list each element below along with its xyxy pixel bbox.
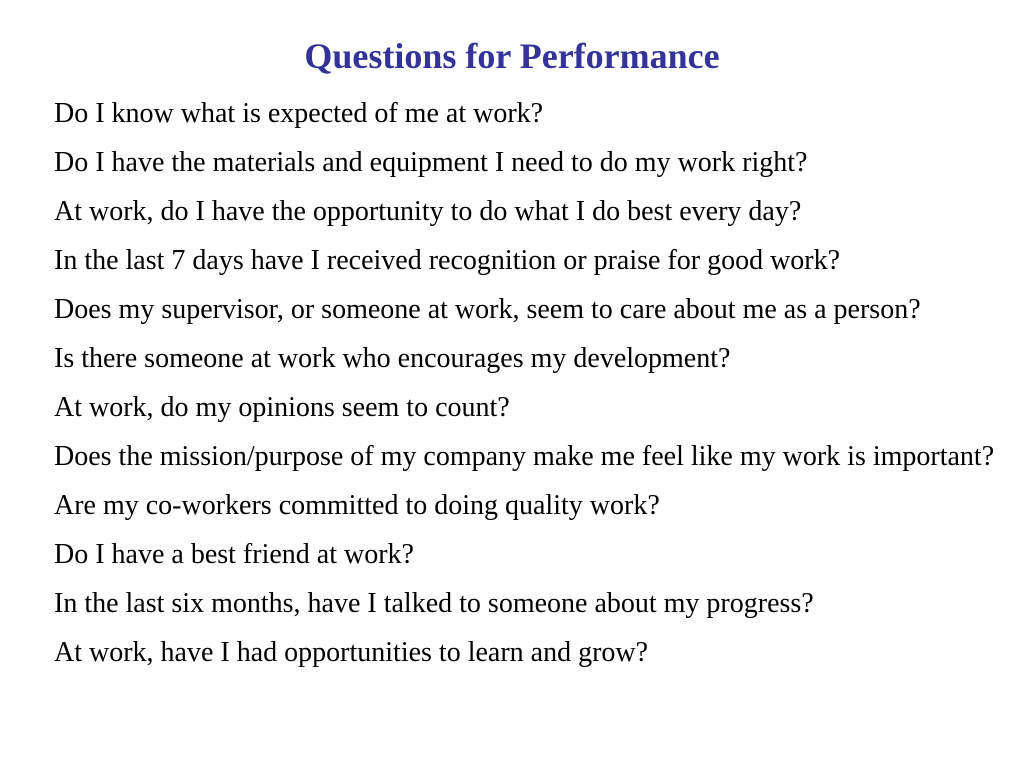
question-list: [54, 98, 1009, 668]
question-item: Does my supervisor, or someone at work, seem to care about me as a person?: [54, 294, 921, 325]
question-item: Do I have the materials and equipment I need to do my work right?: [54, 147, 808, 178]
question-item: At work, do my opinions seem to count?: [54, 392, 510, 423]
question-item: In the last 7 days have I received recognition or praise for good work?: [54, 245, 841, 276]
question-item: Is there someone at work who encourages my development?: [54, 343, 731, 374]
question-item: Are my co-workers committed to doing quality work?: [54, 490, 660, 521]
question-item: Does the mission/purpose of my company make me feel like my work is important?: [54, 441, 995, 472]
question-item: At work, do I have the opportunity to do what I do best every day?: [54, 196, 802, 227]
slide-title: Questions for Performance: [304, 36, 720, 76]
question-item: At work, have I had opportunities to learn and grow?: [54, 637, 649, 668]
question-item: In the last six months, have I talked to someone about my progress?: [54, 588, 814, 619]
question-item: Do I know what is expected of me at work?: [54, 98, 544, 129]
question-item: Do I have a best friend at work?: [54, 539, 414, 570]
